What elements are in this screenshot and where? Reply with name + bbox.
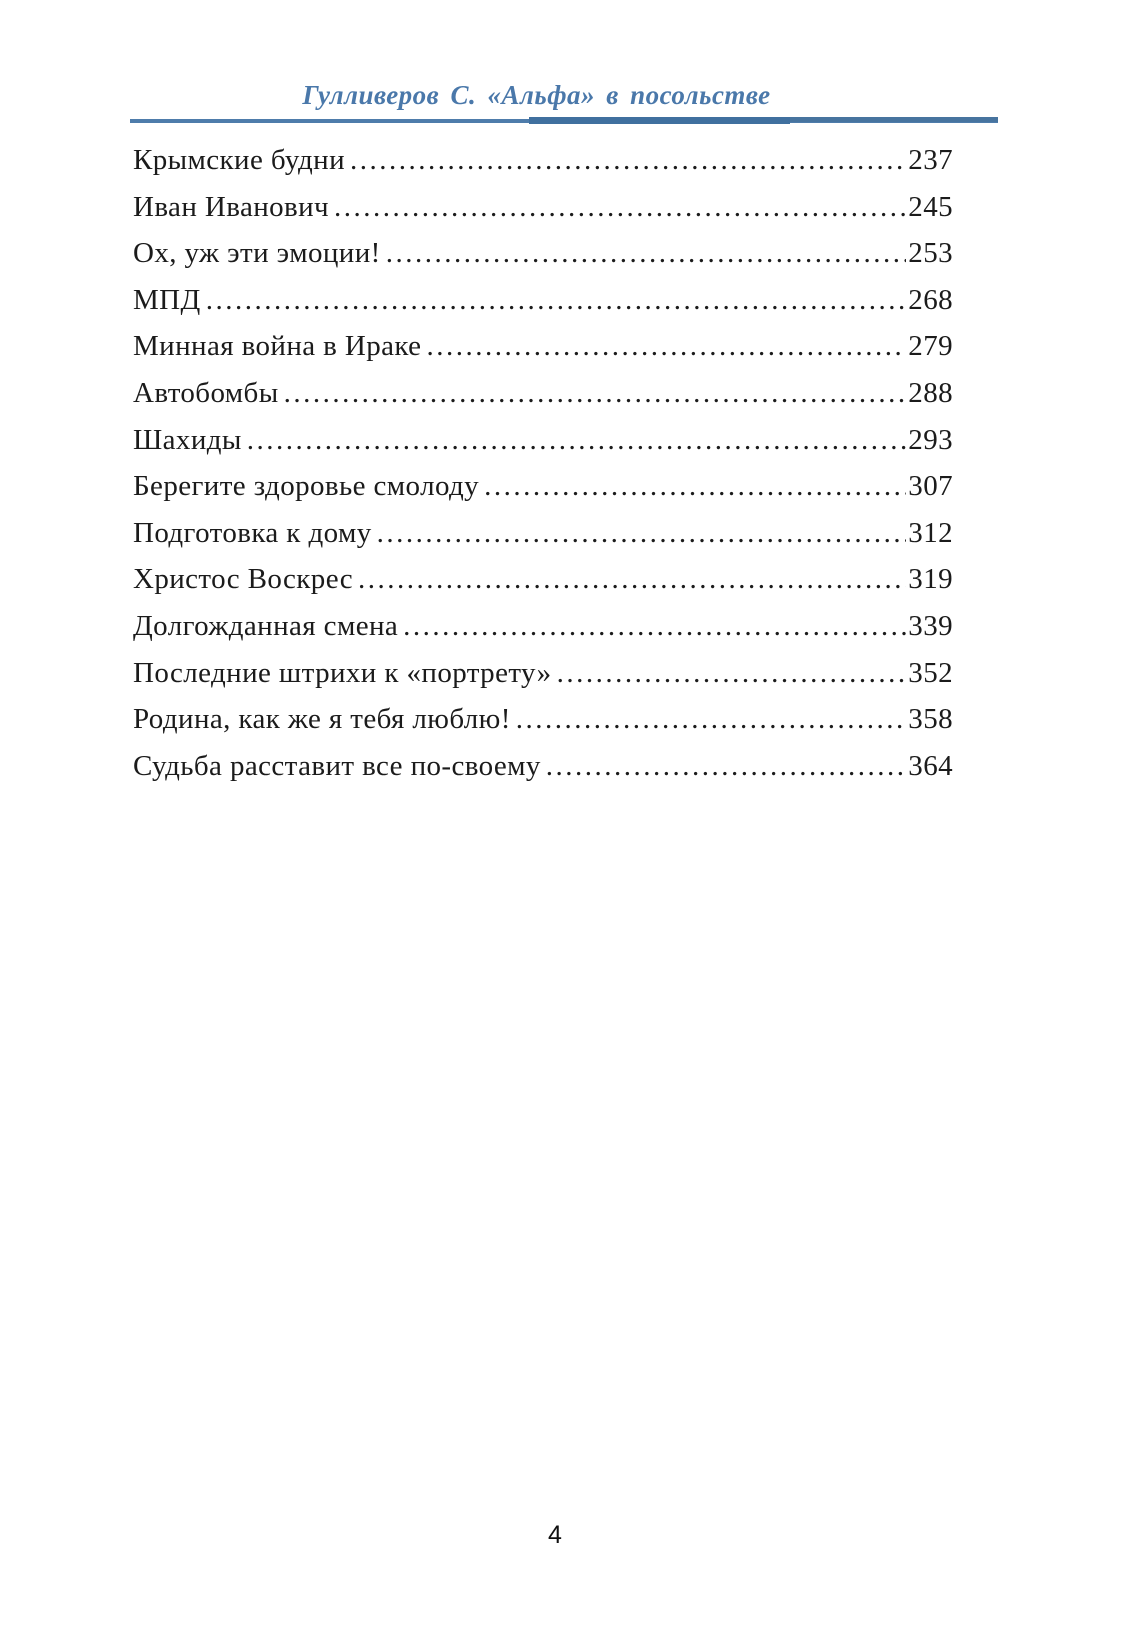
toc-entry-page-number: 245 <box>908 190 953 223</box>
toc-entry-page-number: 253 <box>908 237 953 270</box>
header-rule-segment <box>529 117 789 124</box>
toc-leader-dots <box>377 510 907 557</box>
toc-entry-page-number: 358 <box>908 703 953 736</box>
toc-leader-dots <box>350 137 906 184</box>
toc-entry-page-number: 319 <box>908 563 953 596</box>
table-of-contents <box>133 137 953 789</box>
header-rule <box>130 117 998 125</box>
toc-leader-dots <box>358 556 906 603</box>
toc-entry <box>133 370 953 417</box>
toc-entry-page-number: 293 <box>908 423 953 456</box>
toc-leader-dots <box>247 417 907 464</box>
toc-entry-page-number: 268 <box>908 283 953 316</box>
toc-entry-page-number: 339 <box>908 609 953 642</box>
toc-entry <box>133 137 953 184</box>
toc-leader-dots <box>484 463 906 510</box>
toc-entry-title: Автобомбы <box>133 376 279 409</box>
toc-leader-dots <box>516 696 907 743</box>
toc-entry-title: Последние штрихи к «портрету» <box>133 656 552 689</box>
toc-leader-dots <box>557 650 907 697</box>
toc-entry-title: Берегите здоровье смолоду <box>133 470 480 503</box>
toc-entry <box>133 743 953 790</box>
toc-entry-page-number: 237 <box>908 144 953 176</box>
toc-entry-title: Минная война в Ираке <box>133 330 422 363</box>
toc-entry <box>133 603 953 650</box>
running-header-title: Гулливеров С. «Альфа» в посольстве <box>302 80 771 110</box>
footer-page-number: 4 <box>548 1521 562 1549</box>
toc-entry-page-number: 288 <box>908 376 953 409</box>
toc-leader-dots <box>386 230 907 277</box>
toc-entry-page-number: 279 <box>908 330 953 363</box>
toc-entry-title: Родина, как же я тебя люблю! <box>133 703 511 736</box>
toc-entry-title: МПД <box>133 283 201 316</box>
toc-entry-title: Подготовка к дому <box>133 516 372 549</box>
toc-leader-dots <box>403 603 906 650</box>
toc-leader-dots <box>334 184 906 231</box>
toc-entry-page-number: 307 <box>908 470 953 503</box>
toc-entry-title: Христос Воскрес <box>133 563 353 596</box>
toc-leader-dots <box>206 277 907 324</box>
toc-entry <box>133 650 953 697</box>
toc-entry <box>133 696 953 743</box>
toc-entry-title: Иван Иванович <box>133 190 330 223</box>
toc-entry <box>133 277 953 324</box>
toc-entry <box>133 510 953 557</box>
toc-entry <box>133 184 953 231</box>
toc-entry-title: Судьба расставит все по-своему <box>133 749 541 782</box>
toc-entry <box>133 417 953 464</box>
toc-entry-title: Ох, уж эти эмоции! <box>133 237 381 270</box>
toc-leader-dots <box>426 323 906 370</box>
toc-entry-title: Крымские будни <box>133 144 345 176</box>
toc-entry-page-number: 312 <box>908 516 953 549</box>
toc-entry <box>133 323 953 370</box>
header-rule-segment <box>790 117 998 122</box>
toc-entry-page-number: 364 <box>908 749 953 782</box>
toc-entry <box>133 556 953 603</box>
toc-entry <box>133 230 953 277</box>
toc-entry-title: Шахиды <box>133 423 242 456</box>
toc-leader-dots <box>284 370 907 417</box>
toc-leader-dots <box>546 743 907 790</box>
toc-entry-title: Долгожданная смена <box>133 609 399 642</box>
toc-entry <box>133 463 953 510</box>
toc-entry-page-number: 352 <box>908 656 953 689</box>
